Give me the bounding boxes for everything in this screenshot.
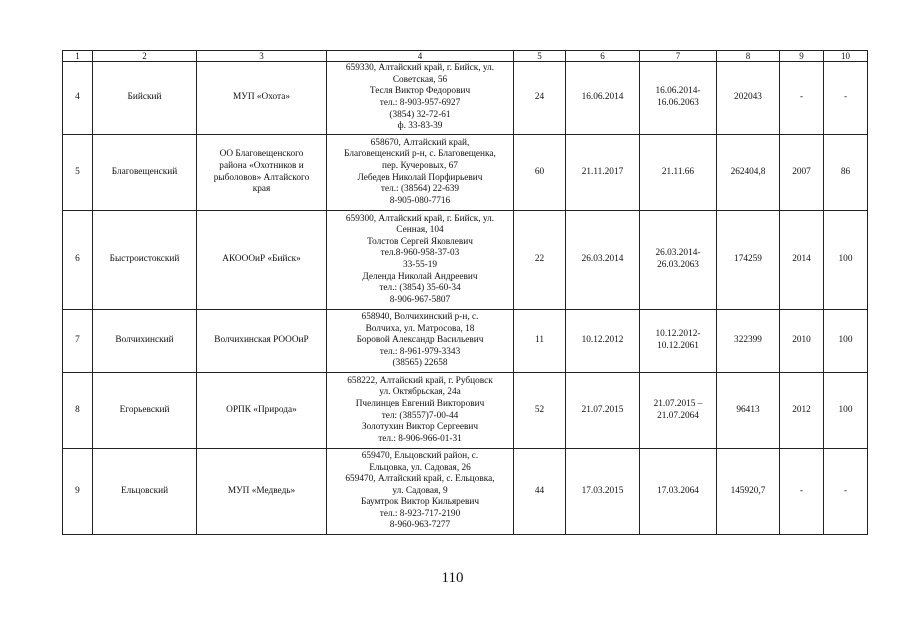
cell-8: 262404,8 bbox=[717, 135, 780, 211]
row-number: 6 bbox=[63, 211, 93, 310]
cell-10: 100 bbox=[824, 373, 868, 449]
cell-7: 21.11.66 bbox=[640, 135, 717, 211]
organization-cell: Волчихинская РОООиР bbox=[197, 310, 327, 373]
cell-6: 21.11.2017 bbox=[566, 135, 640, 211]
row-number: 4 bbox=[63, 62, 93, 135]
table-row bbox=[63, 373, 868, 449]
table-row bbox=[63, 62, 868, 135]
cell-5: 44 bbox=[514, 449, 566, 535]
registry-table bbox=[62, 50, 868, 535]
cell-9: 2012 bbox=[780, 373, 824, 449]
row-number: 8 bbox=[63, 373, 93, 449]
organization-cell: ОРПК «Природа» bbox=[197, 373, 327, 449]
cell-7: 17.03.2064 bbox=[640, 449, 717, 535]
row-number: 5 bbox=[63, 135, 93, 211]
page-number: 110 bbox=[441, 570, 464, 586]
row-number: 9 bbox=[63, 449, 93, 535]
col-header: 5 bbox=[514, 51, 566, 62]
district-cell: Благовещенский bbox=[93, 135, 197, 211]
cell-5: 22 bbox=[514, 211, 566, 310]
cell-6: 26.03.2014 bbox=[566, 211, 640, 310]
cell-8: 96413 bbox=[717, 373, 780, 449]
cell-10: - bbox=[824, 62, 868, 135]
cell-7: 16.06.2014- 16.06.2063 bbox=[640, 62, 717, 135]
cell-9: 2007 bbox=[780, 135, 824, 211]
cell-5: 60 bbox=[514, 135, 566, 211]
organization-cell: МУП «Медведь» bbox=[197, 449, 327, 535]
cell-9: 2014 bbox=[780, 211, 824, 310]
col-header: 7 bbox=[640, 51, 717, 62]
col-header: 2 bbox=[93, 51, 197, 62]
table-row bbox=[63, 135, 868, 211]
table-row bbox=[63, 449, 868, 535]
contacts-cell: 659330, Алтайский край, г. Бийск, ул. Советская, 56 Тесля Виктор Федорович тел.: 8-903-957-6927 (3854) 32-72-61 ф. 33-83-39 bbox=[327, 62, 514, 135]
cell-10: 86 bbox=[824, 135, 868, 211]
table-row bbox=[63, 310, 868, 373]
contacts-cell: 659300, Алтайский край, г. Бийск, ул. Сенная, 104 Толстов Сергей Яковлевич тел.8-960-958-37-03 33-55-19 Деленда Николай Андреевич тел.: (3854) 35-60-34 8-906-967-5807 bbox=[327, 211, 514, 310]
cell-10: - bbox=[824, 449, 868, 535]
contacts-cell: 659470, Ельцовский район, с. Ельцовка, ул. Садовая, 26 659470, Алтайский край, с. Ельцовка, ул. Садовая, 9 Баумтрок Виктор Кильяревич тел.: 8-923-717-2190 8-960-963-7277 bbox=[327, 449, 514, 535]
contacts-cell: 658222, Алтайский край, г. Рубцовск ул. Октябрьская, 24а Пчелинцев Евгений Викторович тел: (38557)7-00-44 Золотухин Виктор Сергеевич тел.: 8-906-966-01-31 bbox=[327, 373, 514, 449]
header-row bbox=[63, 51, 868, 62]
cell-5: 24 bbox=[514, 62, 566, 135]
contacts-cell: 658670, Алтайский край, Благовещенский р-н, с. Благовещенка, пер. Кучеровых, 67 Лебедев Николай Порфирьевич тел.: (38564) 22-639 8-905-080-7716 bbox=[327, 135, 514, 211]
col-header: 4 bbox=[327, 51, 514, 62]
cell-8: 145920,7 bbox=[717, 449, 780, 535]
contacts-cell: 658940, Волчихинский р-н, с. Волчиха, ул. Матросова, 18 Боровой Александр Васильевич тел.: 8-961-979-3343 (38565) 22658 bbox=[327, 310, 514, 373]
cell-8: 202043 bbox=[717, 62, 780, 135]
cell-7: 21.07.2015 – 21.07.2064 bbox=[640, 373, 717, 449]
col-header: 10 bbox=[824, 51, 868, 62]
district-cell: Быстроистокский bbox=[93, 211, 197, 310]
col-header: 3 bbox=[197, 51, 327, 62]
table-row bbox=[63, 211, 868, 310]
col-header: 9 bbox=[780, 51, 824, 62]
cell-5: 52 bbox=[514, 373, 566, 449]
row-number: 7 bbox=[63, 310, 93, 373]
district-cell: Бийский bbox=[93, 62, 197, 135]
cell-7: 26.03.2014- 26.03.2063 bbox=[640, 211, 717, 310]
col-header: 8 bbox=[717, 51, 780, 62]
organization-cell: МУП «Охота» bbox=[197, 62, 327, 135]
cell-6: 17.03.2015 bbox=[566, 449, 640, 535]
district-cell: Волчихинский bbox=[93, 310, 197, 373]
cell-10: 100 bbox=[824, 310, 868, 373]
cell-8: 322399 bbox=[717, 310, 780, 373]
cell-8: 174259 bbox=[717, 211, 780, 310]
cell-6: 21.07.2015 bbox=[566, 373, 640, 449]
cell-9: 2010 bbox=[780, 310, 824, 373]
cell-9: - bbox=[780, 449, 824, 535]
district-cell: Ельцовский bbox=[93, 449, 197, 535]
cell-7: 10.12.2012- 10.12.2061 bbox=[640, 310, 717, 373]
col-header: 6 bbox=[566, 51, 640, 62]
organization-cell: ОО Благовещенского района «Охотников и рыболовов» Алтайского края bbox=[197, 135, 327, 211]
cell-6: 10.12.2012 bbox=[566, 310, 640, 373]
col-header: 1 bbox=[63, 51, 93, 62]
cell-5: 11 bbox=[514, 310, 566, 373]
cell-6: 16.06.2014 bbox=[566, 62, 640, 135]
cell-9: - bbox=[780, 62, 824, 135]
organization-cell: АКОООиР «Бийск» bbox=[197, 211, 327, 310]
cell-10: 100 bbox=[824, 211, 868, 310]
district-cell: Егорьевский bbox=[93, 373, 197, 449]
